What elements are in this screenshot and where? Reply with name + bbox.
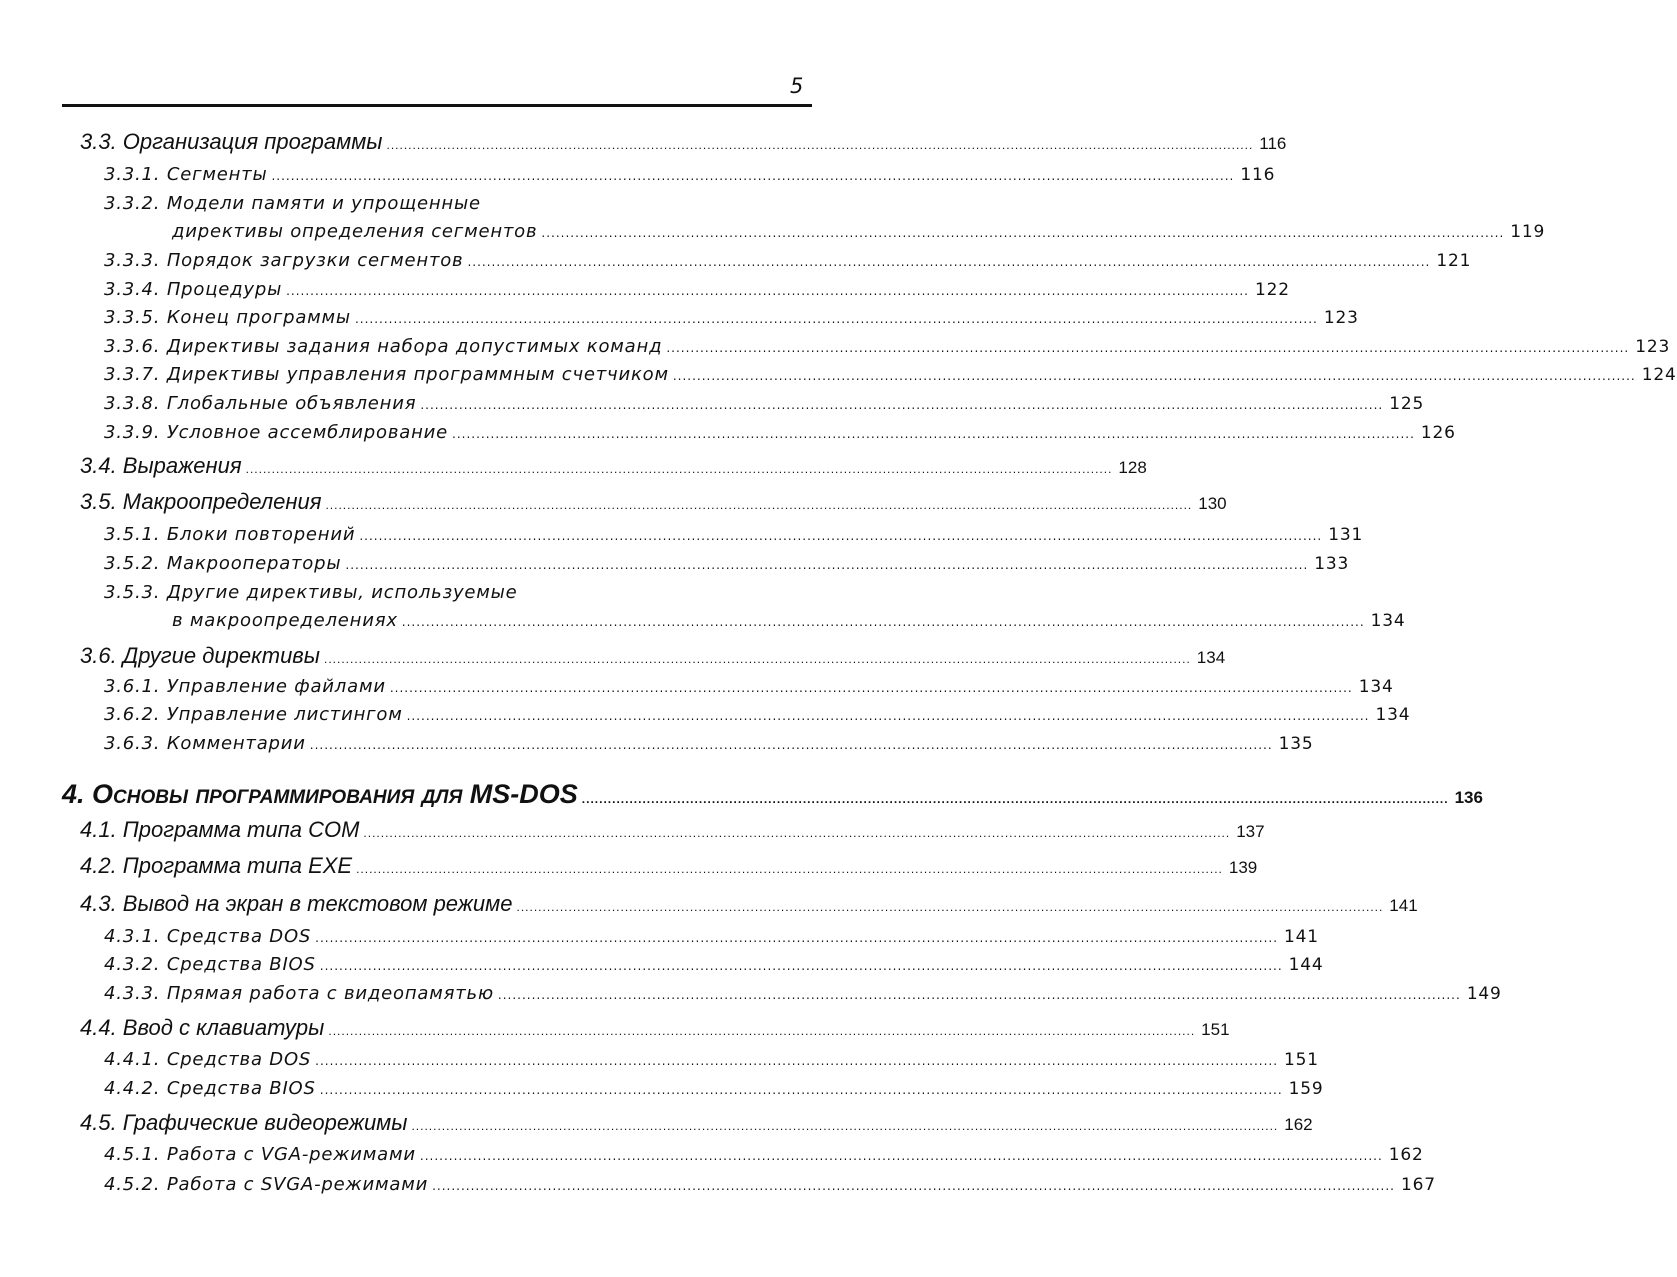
toc-entry-title: 4.5.1. Работа с VGA-режимами	[104, 1144, 416, 1165]
dot-leader: ........................................................................................................................................................................................................	[271, 169, 1235, 183]
dot-leader: ........................................................................................................................................................................................................	[672, 369, 1636, 383]
toc-entry-title: 4. Основы программирования для MS-DOS	[62, 779, 578, 809]
toc-entry-title: 4.4.1. Средства DOS	[104, 1049, 312, 1070]
dot-leader: ........................................................................................................................................................................................................	[323, 652, 1191, 666]
toc-entry-title: 3.3.5. Конец программы	[104, 307, 351, 328]
toc-chapter[interactable]	[62, 779, 1483, 810]
toc-page-number: 122	[1254, 280, 1290, 300]
toc-entry-title: 4.4. Ввод с клавиатуры	[80, 1015, 325, 1040]
toc-entry[interactable]	[104, 422, 1456, 443]
toc-page-number: 139	[1228, 858, 1258, 877]
toc-entry[interactable]	[104, 336, 1671, 357]
toc-entry-title: 3.6.1. Управление файлами	[104, 676, 386, 697]
toc-entry-title: 4.3.2. Средства BIOS	[104, 954, 316, 975]
toc-entry[interactable]	[80, 1110, 1313, 1136]
toc-entry[interactable]	[80, 453, 1147, 479]
toc-entry-title: 3.3.8. Глобальные объявления	[104, 393, 417, 414]
toc-entry-title: 3.3.1. Сегменты	[104, 164, 268, 185]
toc-entry-title: 3.3.3. Порядок загрузки сегментов	[104, 250, 464, 271]
toc-entry-title: директивы определения сегментов	[172, 221, 538, 242]
toc-entry-title: 4.3.3. Прямая работа с видеопамятью	[104, 983, 494, 1004]
toc-entry-title: 3.5.1. Блоки повторений	[104, 524, 356, 545]
toc-page-number: 134	[1370, 611, 1406, 631]
toc-entry[interactable]	[104, 524, 1364, 545]
dot-leader: ........................................................................................................................................................................................................	[315, 1054, 1279, 1068]
toc-page-number: 123	[1635, 337, 1671, 357]
toc-page-number: 133	[1314, 554, 1350, 574]
toc-page-number: 149	[1466, 984, 1502, 1004]
dot-leader: ........................................................................................................................................................................................................	[359, 529, 1323, 543]
toc-page-number: 167	[1400, 1175, 1436, 1195]
dot-leader: ........................................................................................................................................................................................................	[401, 615, 1365, 629]
toc-entry[interactable]	[104, 676, 1394, 697]
dot-leader: ........................................................................................................................................................................................................	[516, 900, 1384, 914]
toc-entry-title: 3.3.4. Процедуры	[104, 279, 283, 300]
toc-entry[interactable]	[80, 1015, 1230, 1041]
toc-entry[interactable]	[80, 643, 1226, 669]
toc-entry-title: 3.6. Другие директивы	[80, 643, 320, 668]
toc-entry[interactable]	[104, 1078, 1324, 1099]
toc-page-number: 141	[1389, 896, 1418, 915]
toc-page-number: 134	[1375, 705, 1411, 725]
toc-entry[interactable]	[104, 704, 1411, 725]
dot-leader: ........................................................................................................................................................................................................	[497, 988, 1461, 1002]
dot-leader: ........................................................................................................................................................................................................	[666, 341, 1630, 355]
dot-leader: ........................................................................................................................................................................................................	[452, 427, 1415, 441]
dot-leader: ........................................................................................................................................................................................................	[386, 138, 1254, 152]
dot-leader: ........................................................................................................................................................................................................	[411, 1119, 1279, 1133]
toc-page-number: 141	[1284, 927, 1319, 947]
dot-leader: ........................................................................................................................................................................................................	[345, 558, 1309, 572]
toc-entry[interactable]	[104, 1049, 1319, 1070]
toc-entry-title: 4.2. Программа типа EXE	[80, 853, 353, 878]
toc-entry-title: 4.1. Программа типа COM	[80, 817, 360, 842]
toc-entry-title: 4.3.1. Средства DOS	[104, 926, 312, 947]
toc-page-number: 134	[1358, 677, 1394, 697]
toc-entry[interactable]	[172, 221, 1546, 242]
toc-page-number: 151	[1284, 1050, 1319, 1070]
toc-entry-title: 4.5. Графические видеорежимы	[80, 1110, 408, 1135]
toc-entry-title: 3.3.2. Модели памяти и упрощенные	[104, 193, 481, 214]
toc-page-number: 135	[1278, 734, 1314, 754]
dot-leader: ........................................................................................................................................................................................................	[325, 498, 1193, 512]
dot-leader: ........................................................................................................................................................................................................	[328, 1024, 1196, 1038]
dot-leader: ........................................................................................................................................................................................................	[467, 255, 1431, 269]
toc-entry[interactable]	[104, 926, 1319, 947]
toc-entry-title: 3.3.7. Директивы управления программным счетчиком	[104, 364, 669, 385]
toc-entry-title: 3.3.6. Директивы задания набора допустимых команд	[104, 336, 663, 357]
toc-entry-title: 3.6.2. Управление листингом	[104, 704, 403, 725]
toc-page-number: 116	[1240, 165, 1276, 185]
dot-leader: ........................................................................................................................................................................................................	[245, 462, 1113, 476]
toc-page-number: 151	[1201, 1020, 1230, 1039]
toc-entry[interactable]	[104, 733, 1314, 754]
toc-entry[interactable]	[104, 279, 1290, 300]
toc-entry-title: 3.6.3. Комментарии	[104, 733, 306, 754]
dot-leader: ........................................................................................................................................................................................................	[541, 226, 1505, 240]
toc-entry[interactable]	[104, 1144, 1424, 1165]
toc-page-number: 130	[1198, 494, 1227, 513]
toc-page-number: 124	[1641, 365, 1677, 385]
toc-page-number: 125	[1389, 394, 1425, 414]
dot-leader: ........................................................................................................................................................................................................	[319, 1083, 1283, 1097]
toc-entry[interactable]	[80, 891, 1418, 917]
header-rule	[62, 104, 812, 107]
toc-page-number: 162	[1388, 1145, 1424, 1165]
dot-leader: ........................................................................................................................................................................................................	[420, 398, 1384, 412]
toc-entry-title: в макроопределениях	[172, 610, 398, 631]
toc-page-number: 136	[1454, 788, 1483, 807]
toc-entry[interactable]	[104, 553, 1350, 574]
toc-entry[interactable]	[80, 129, 1287, 155]
page-number: 5	[790, 74, 804, 98]
dot-leader: ........................................................................................................................................................................................................	[319, 959, 1283, 973]
toc-page-number: 123	[1323, 308, 1359, 328]
dot-leader: ........................................................................................................................................................................................................	[406, 709, 1370, 723]
toc-page-number: 162	[1284, 1115, 1313, 1134]
toc-entry[interactable]	[104, 364, 1677, 385]
toc-entry[interactable]	[104, 250, 1472, 271]
toc-entry-title: 4.4.2. Средства BIOS	[104, 1078, 316, 1099]
dot-leader: ........................................................................................................................................................................................................	[286, 284, 1249, 298]
toc-entry[interactable]	[104, 307, 1359, 328]
dot-leader: ........................................................................................................................................................................................................	[356, 862, 1223, 876]
toc-entry-title: 3.4. Выражения	[80, 453, 242, 478]
toc-page-number: 134	[1196, 648, 1226, 667]
toc-entry[interactable]	[104, 1174, 1436, 1195]
dot-leader: ........................................................................................................................................................................................................	[309, 738, 1273, 752]
toc-entry-title: 4.3. Вывод на экран в текстовом режиме	[80, 891, 513, 916]
toc-page-number: 128	[1118, 458, 1147, 477]
dot-leader: ........................................................................................................................................................................................................	[315, 931, 1279, 945]
toc-entry-title: 3.5. Макроопределения	[80, 489, 322, 514]
toc-entry-title: 3.3. Организация программы	[80, 129, 383, 154]
toc-entry-title: 3.5.2. Макрооператоры	[104, 553, 342, 574]
toc-page-number: 159	[1288, 1079, 1324, 1099]
toc-entry-title: 3.5.3. Другие директивы, используемые	[104, 582, 518, 603]
dot-leader: ........................................................................................................................................................................................................	[581, 792, 1449, 806]
toc-page-number: 137	[1236, 822, 1265, 841]
toc-page-number: 116	[1259, 134, 1287, 153]
toc-entry[interactable]	[104, 983, 1502, 1004]
toc-page-number: 119	[1510, 222, 1546, 242]
toc-entry[interactable]	[80, 489, 1227, 515]
toc-page-number: 144	[1288, 955, 1324, 975]
toc-entry[interactable]	[104, 393, 1425, 414]
dot-leader: ........................................................................................................................................................................................................	[432, 1179, 1395, 1193]
toc-page-number: 121	[1436, 251, 1472, 271]
dot-leader: ........................................................................................................................................................................................................	[363, 826, 1231, 840]
toc-entry[interactable]	[104, 164, 1276, 185]
toc-entry[interactable]	[80, 853, 1258, 879]
dot-leader: ........................................................................................................................................................................................................	[354, 312, 1318, 326]
toc-entry[interactable]	[172, 610, 1406, 631]
toc-page-number: 131	[1328, 525, 1364, 545]
toc-entry[interactable]	[80, 817, 1265, 843]
dot-leader: ........................................................................................................................................................................................................	[389, 681, 1353, 695]
toc-entry-title: 4.5.2. Работа с SVGA-режимами	[104, 1174, 429, 1195]
dot-leader: ........................................................................................................................................................................................................	[419, 1149, 1383, 1163]
toc-entry-title: 3.3.9. Условное ассемблирование	[104, 422, 449, 443]
toc-page-number: 126	[1420, 423, 1456, 443]
toc-entry[interactable]	[104, 954, 1324, 975]
